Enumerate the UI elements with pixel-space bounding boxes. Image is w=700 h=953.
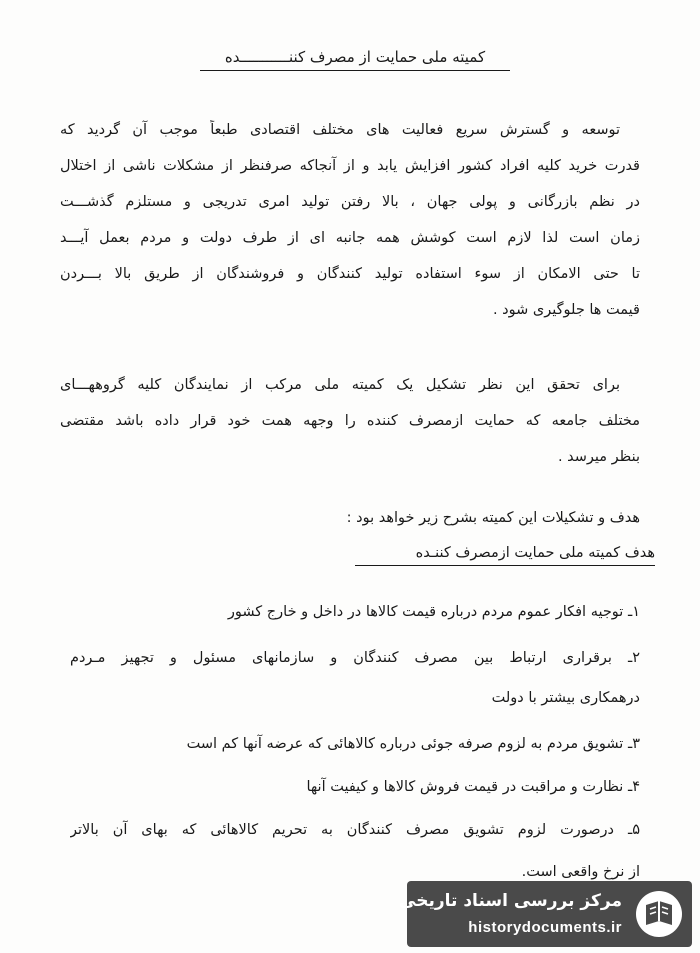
list-item-5-line-2: از نرخ واقعی است. — [521, 864, 640, 880]
list-item-2-line-1: ۲ـ برقراری ارتباط بین مصرف کنندگان و سازمانهای مسئول و تجهیز مـردم — [70, 650, 640, 666]
list-item-3-line-1: ۳ـ تشویق مردم به لزوم صرفه جوئی درباره کالاهائی که عرضه آنها کم است — [186, 736, 640, 752]
purpose-line-3: بنظر میرسد . — [557, 449, 640, 465]
intro-line-5: تا حتی الامکان از سوء استفاده تولید کنندگان و فروشندگان از طریق بالا بـــردن — [60, 266, 640, 282]
section-subtitle: هدف کمیته ملی حمایت ازمصرف کننـده — [355, 545, 655, 566]
list-item-5 — [70, 820, 640, 882]
purpose-line-1: برای تحقق این نظر تشکیل یک کمیته ملی مرکب از نمایندگان کلیه گروههـــای — [60, 377, 620, 393]
list-item-5-line-1: ۵ـ درصورت لزوم تشویق مصرف کنندگان به تحریم کالاهائی که بهای آن بالاتر — [70, 822, 640, 838]
watermark — [399, 881, 692, 947]
watermark-name: مرکز بررسی اسناد تاریخی — [399, 891, 622, 911]
list-item-4-line-1: ۴ـ نظارت و مراقبت در قیمت فروش کالاها و کیفیت آنها — [306, 779, 640, 795]
intro-line-3: در نظم بازرگانی و پولی جهان ، بالا رفتن تولید امری تدریجی و مستلزم گذشـــت — [60, 194, 640, 210]
list-item-2-line-2: درهمکاری بیشتر با دولت — [491, 690, 640, 706]
intro-line-4: زمان است لذا لازم است کوشش همه جانبه ای از طرف دولت و مردم بعمل آیـــد — [60, 230, 640, 246]
list-item-2 — [70, 648, 640, 708]
intro-paragraph — [60, 120, 640, 320]
purpose-paragraph — [60, 375, 640, 467]
document-title: کمیته ملی حمایت از مصرف کننـــــــــــده — [200, 48, 510, 71]
list-item-1 — [70, 602, 640, 622]
list-item-1-line-1: ۱ـ توجیه افکار عموم مردم درباره قیمت کالاها در داخل و خارج کشور — [227, 604, 640, 620]
book-logo-icon — [634, 889, 684, 939]
intro-line-2: قدرت خرید کلیه افراد کشور افزایش یابد و از آنجاکه صرفنظر از مشکلات ناشی از اختلال — [60, 158, 640, 174]
watermark-site: historydocuments.ir — [468, 919, 622, 936]
goals-intro-paragraph — [60, 508, 640, 528]
intro-line-1: توسعه و گسترش سریع فعالیت های مختلف اقتصادی طبعاً موجب آن گردید که — [60, 122, 620, 138]
list-item-4 — [70, 777, 640, 797]
intro-line-6: قیمت ها جلوگیری شود . — [492, 302, 640, 318]
goals-intro-line: هدف و تشکیلات این کمیته بشرح زیر خواهد بود : — [346, 510, 640, 526]
purpose-line-2: مختلف جامعه که حمایت ازمصرف کننده را وجهه همت خود قرار داده باشد مقتضی — [60, 413, 640, 429]
list-item-3 — [70, 734, 640, 754]
